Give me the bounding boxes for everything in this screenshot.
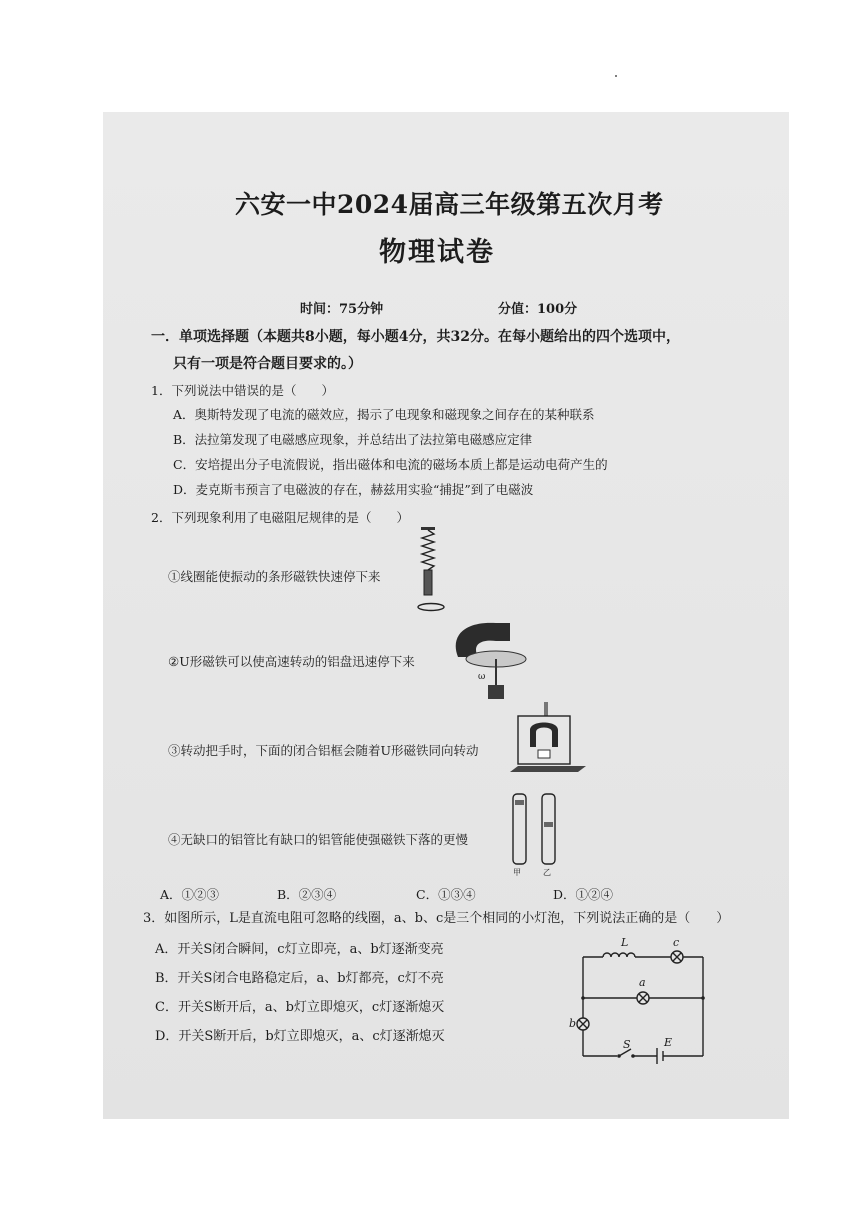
- exam-score: 分值：100分: [498, 302, 578, 317]
- omega-label: ω: [478, 672, 486, 682]
- q2-item-4: ④无缺口的铝管比有缺口的铝管能使强磁铁下落的更慢: [168, 832, 469, 847]
- u-magnet-disk-figure: [448, 617, 548, 707]
- q1-stem: 1．下列说法中错误的是（ ）: [151, 383, 334, 398]
- exam-time: 时间：75分钟: [300, 302, 384, 317]
- q3-option-d: D．开关S断开后，b灯立即熄灭，a、c灯逐渐熄灭: [155, 1029, 445, 1044]
- q2-option-a: A．①②③: [160, 887, 220, 902]
- q2-option-c: C．①③④: [416, 887, 476, 902]
- tube-label-yi: 乙: [543, 868, 551, 877]
- q3-stem: 3．如图所示，L是直流电阻可忽略的线圈，a、b、c是三个相同的小灯泡，下列说法正确的是（ ）: [143, 911, 730, 926]
- q1-option-d: D．麦克斯韦预言了电磁波的存在，赫兹用实验“捕捉”到了电磁波: [173, 482, 534, 497]
- q1-option-c: C．安培提出分子电流假说，指出磁体和电流的磁场本质上都是运动电荷产生的: [173, 457, 608, 472]
- q2-stem: 2．下列现象利用了电磁阻尼规律的是（ ）: [151, 510, 409, 525]
- label-L: L: [621, 936, 629, 949]
- q1-option-a: A．奥斯特发现了电流的磁效应，揭示了电现象和磁现象之间存在的某种联系: [173, 407, 595, 422]
- exam-title: 六安一中2024届高三年级第五次月考: [235, 190, 664, 219]
- label-E: E: [664, 1036, 673, 1049]
- speck: [615, 75, 617, 77]
- rotating-frame-figure: [508, 702, 588, 782]
- q2-item-3: ③转动把手时，下面的闭合铝框会随着U形磁铁同向转动: [168, 743, 479, 758]
- exam-subject: 物理试卷: [379, 237, 495, 268]
- section-heading: 一．单项选择题（本题共8小题，每小题4分，共32分。在每小题给出的四个选项中，: [151, 329, 680, 345]
- q2-item-2: ②U形磁铁可以使高速转动的铝盘迅速停下来: [168, 654, 415, 669]
- label-S: S: [623, 1038, 631, 1051]
- q1-option-b: B．法拉第发现了电磁感应现象，并总结出了法拉第电磁感应定律: [173, 432, 533, 447]
- spring-magnet-figure: [413, 527, 453, 617]
- q3-option-c: C．开关S断开后，a、b灯立即熄灭，c灯逐渐熄灭: [155, 1000, 445, 1015]
- q3-option-a: A．开关S闭合瞬间，c灯立即亮，a、b灯逐渐变亮: [155, 942, 444, 957]
- aluminum-tubes-figure: [508, 792, 568, 877]
- q3-option-b: B．开关S闭合电路稳定后，a、b灯都亮，c灯不亮: [155, 971, 444, 986]
- label-a: a: [639, 976, 646, 989]
- section-heading-cont: 只有一项是符合题目要求的。）: [173, 356, 362, 372]
- q2-option-b: B．②③④: [277, 887, 337, 902]
- q2-item-1: ①线圈能使振动的条形磁铁快速停下来: [168, 569, 381, 584]
- q2-option-d: D．①②④: [553, 887, 614, 902]
- exam-page-photo: [103, 112, 789, 1119]
- label-b: b: [569, 1017, 577, 1030]
- tube-label-jia: 甲: [513, 868, 521, 877]
- circuit-diagram: [565, 932, 715, 1072]
- label-c: c: [673, 936, 680, 949]
